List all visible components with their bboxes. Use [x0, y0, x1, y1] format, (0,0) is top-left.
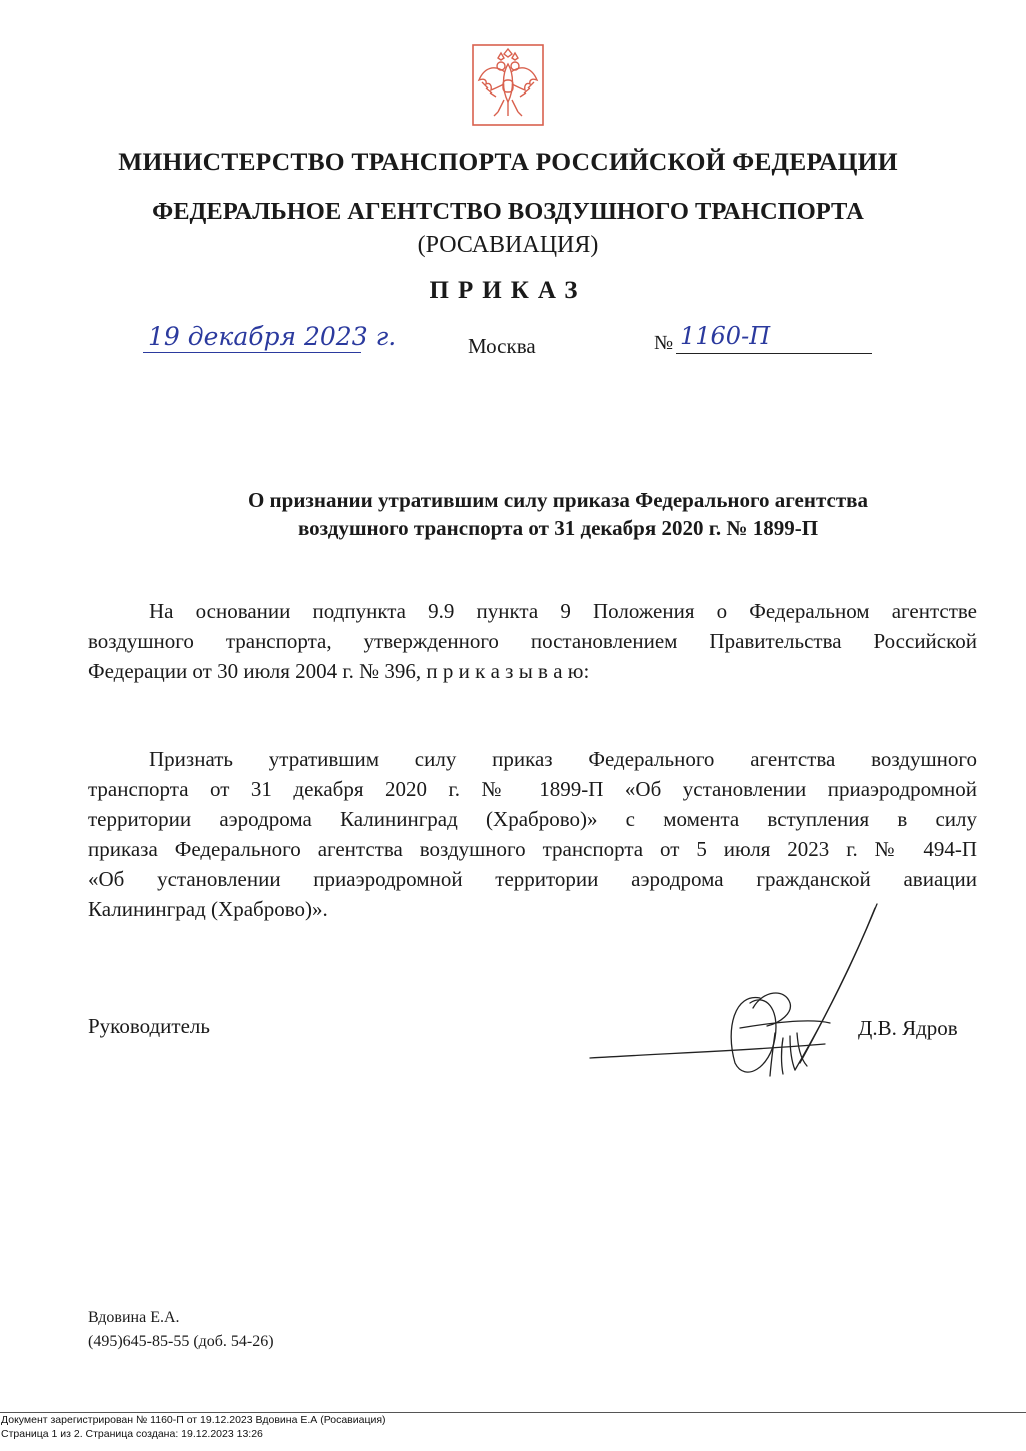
registration-footer — [0, 1412, 1026, 1441]
handwritten-number: 1160-П — [680, 322, 771, 350]
paragraph-line: На основании подпункта 9.9 пункта 9 Положения о Федеральном агентстве — [149, 599, 977, 623]
paragraph-line: Калининград (Храброво)». — [88, 897, 328, 921]
paragraph-line: Федерации от 30 июля 2004 г. № 396, п р и к а з ы в а ю: — [88, 659, 590, 683]
number-underline — [676, 353, 872, 354]
footer-line: Страница 1 из 2. Страница создана: 19.12.2023 13:26 — [1, 1428, 263, 1440]
russian-coat-of-arms-icon — [472, 44, 544, 126]
agency-short-name: (РОСАВИАЦИЯ) — [417, 232, 599, 258]
paragraph-line: приказа Федерального агентства воздушного транспорта от 5 июля 2023 г. № 494-П — [88, 837, 977, 861]
ministry-title: МИНИСТЕРСТВО ТРАНСПОРТА РОССИЙСКОЙ ФЕДЕРАЦИИ — [118, 147, 898, 176]
executor-block — [88, 1306, 274, 1354]
executor-name: Вдовина Е.А. — [88, 1309, 180, 1326]
document-subject — [150, 486, 966, 542]
footer-line: Документ зарегистрирован № 1160-П от 19.12.2023 Вдовина Е.А (Росавиация) — [1, 1414, 386, 1426]
handwritten-signature-icon — [585, 898, 885, 1083]
paragraph-line: «Об установлении приаэродромной территории аэродрома гражданской авиации — [88, 867, 977, 891]
document-type: ПРИКАЗ — [429, 277, 587, 304]
number-label: № — [654, 332, 674, 354]
city: Москва — [468, 334, 536, 358]
preamble-paragraph — [88, 596, 977, 686]
date-underline — [143, 352, 361, 353]
executor-phone: (495)645-85-55 (доб. 54-26) — [88, 1333, 274, 1350]
handwritten-date: 19 декабря 2023 г. — [148, 322, 397, 351]
signatory-position: Руководитель — [88, 1014, 210, 1038]
agency-title: ФЕДЕРАЛЬНОЕ АГЕНТСТВО ВОЗДУШНОГО ТРАНСПОРТА — [152, 198, 864, 225]
paragraph-line: территории аэродрома Калининград (Храброво)» с момента вступления в силу — [88, 807, 977, 831]
paragraph-line: воздушного транспорта, утвержденного постановлением Правительства Российской — [88, 629, 977, 653]
paragraph-line: транспорта от 31 декабря 2020 г. № 1899-П «Об установлении приаэродромной — [88, 777, 977, 801]
paragraph-line: Признать утратившим силу приказ Федерального агентства воздушного — [149, 747, 977, 771]
subject-line: О признании утратившим силу приказа Федерального агентства — [247, 488, 869, 512]
signatory-name: Д.В. Ядров — [858, 1016, 958, 1040]
subject-line: воздушного транспорта от 31 декабря 2020 г. № 1899-П — [297, 516, 819, 540]
order-paragraph — [88, 744, 977, 924]
